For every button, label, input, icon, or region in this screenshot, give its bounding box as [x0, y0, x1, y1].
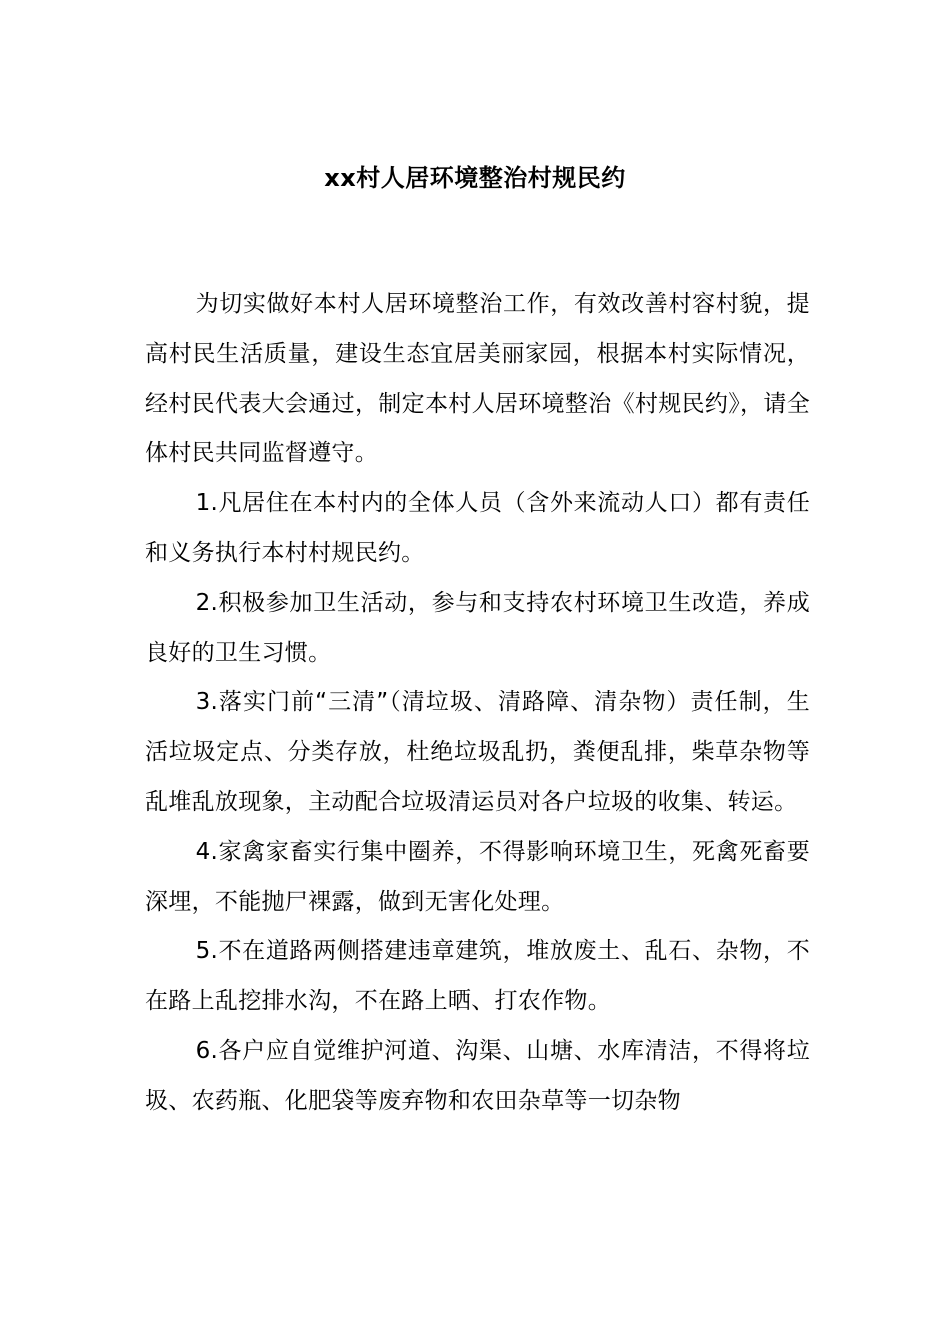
rule-6-paragraph: 6.各户应自觉维护河道、沟渠、山塘、水库清洁，不得将垃圾、农药瓶、化肥袋等废弃物和农田杂草等一切杂物 [145, 1037, 810, 1114]
rule-5-paragraph: 5.不在道路两侧搭建违章建筑，堆放废土、乱石、杂物，不在路上乱挖排水沟，不在路上晒、打农作物。 [145, 938, 810, 1015]
rule-3-paragraph: 3.落实门前“三清”（清垃圾、清路障、清杂物）责任制，生活垃圾定点、分类存放，杜绝垃圾乱扔，粪便乱排，柴草杂物等乱堆乱放现象，主动配合垃圾清运员对各户垃圾的收集、转运。 [145, 689, 810, 815]
document-title: xx村人居环境整治村规民约 [324, 164, 626, 192]
rule-1-paragraph: 1.凡居住在本村内的全体人员（含外来流动人口）都有责任和义务执行本村村规民约。 [145, 490, 810, 566]
rule-4-paragraph: 4.家禽家畜实行集中圈养，不得影响环境卫生，死禽死畜要深埋，不能抛尸裸露，做到无害化处理。 [145, 838, 810, 915]
document-body [145, 280, 810, 1127]
rule-2-paragraph: 2.积极参加卫生活动，参与和支持农村环境卫生改造，养成良好的卫生习惯。 [145, 589, 810, 666]
intro-paragraph: 为切实做好本村人居环境整治工作，有效改善村容村貌，提高村民生活质量，建设生态宜居美丽家园，根据本村实际情况，经村民代表大会通过，制定本村人居环境整治《村规民约》，请全体村民共同监督遵守。 [145, 291, 810, 467]
